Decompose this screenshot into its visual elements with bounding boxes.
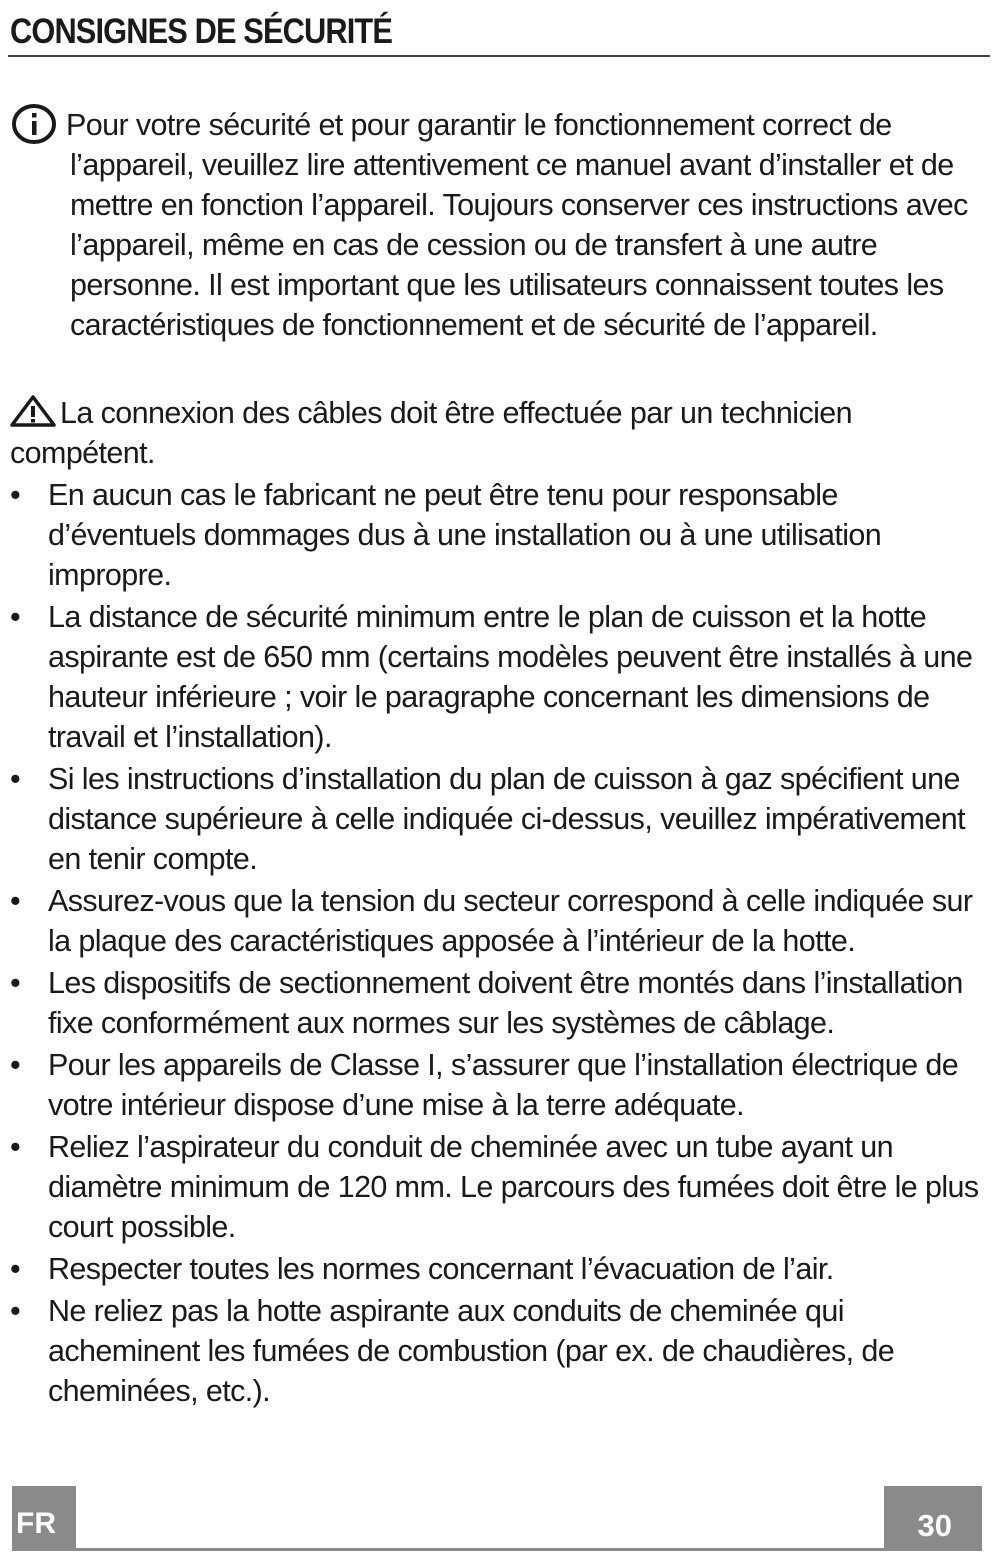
language-tag: FR <box>12 1486 76 1550</box>
info-line: personne. Il est important que les utilisateurs connaissent toutes les <box>70 268 944 302</box>
safety-bullet-list <box>10 475 985 1411</box>
list-item <box>10 1249 985 1289</box>
info-line: l’appareil, même en cas de cession ou de transfert à une autre <box>70 228 878 262</box>
bullet-icon: • <box>10 966 21 1000</box>
list-item-text: Les dispositifs de sectionnement doivent être montés dans l’installation fixe conformément aux normes sur les systèmes de câblage. <box>48 966 963 1040</box>
bullet-icon: • <box>10 1048 21 1082</box>
page-number: 30 <box>884 1486 982 1550</box>
warning-note <box>10 393 985 473</box>
bullet-icon: • <box>10 762 21 796</box>
list-item <box>10 759 985 879</box>
info-line: Pour votre sécurité et pour garantir le fonctionnement correct de <box>66 108 892 142</box>
bullet-icon: • <box>10 600 21 634</box>
safety-content <box>10 105 985 1413</box>
list-item <box>10 1291 985 1411</box>
list-item-text: Pour les appareils de Classe I, s’assurer que l’installation électrique de votre intérieur dispose d’une mise à la terre adéquate. <box>48 1048 959 1122</box>
list-item <box>10 1127 985 1247</box>
list-item-text: Ne reliez pas la hotte aspirante aux conduits de cheminée qui acheminent les fumées de combustion (par ex. de chaudières, de cheminées, etc.). <box>48 1294 895 1408</box>
list-item <box>10 475 985 595</box>
list-item <box>10 881 985 961</box>
list-item <box>10 597 985 757</box>
info-note <box>10 105 985 345</box>
bullet-icon: • <box>10 478 21 512</box>
list-item-text: Si les instructions d’installation du plan de cuisson à gaz spécifient une distance supérieure à celle indiquée ci-dessus, veuillez impérativement en tenir compte. <box>48 762 965 876</box>
bullet-icon: • <box>10 884 21 918</box>
list-item <box>10 1045 985 1125</box>
bullet-icon: • <box>10 1252 21 1286</box>
list-item-text: Respecter toutes les normes concernant l’évacuation de l’air. <box>48 1252 834 1286</box>
list-item-text: En aucun cas le fabricant ne peut être tenu pour responsable d’éventuels dommages dus à une installation ou à une utilisation impropre. <box>48 478 882 592</box>
info-line: mettre en fonction l’appareil. Toujours conserver ces instructions avec <box>70 188 968 222</box>
page-title: CONSIGNES DE SÉCURITÉ <box>10 12 392 51</box>
bullet-icon: • <box>10 1294 21 1328</box>
warning-triangle-icon <box>10 395 56 427</box>
bullet-icon: • <box>10 1130 21 1164</box>
list-item-text: Assurez-vous que la tension du secteur correspond à celle indiquée sur la plaque des caractéristiques apposée à l’intérieur de la hotte. <box>48 884 973 958</box>
title-divider <box>8 55 990 57</box>
info-line: l’appareil, veuillez lire attentivement ce manuel avant d’installer et de <box>70 148 954 182</box>
list-item-text: La distance de sécurité minimum entre le plan de cuisson et la hotte aspirante est de 650 mm (certains modèles peuvent être installés à une hauteur inférieure ; voir le paragraphe concernant les dimensions de travail et l’installation). <box>48 600 973 754</box>
info-note-text <box>66 105 985 345</box>
info-circle-icon <box>12 103 58 147</box>
footer-divider <box>12 1548 982 1551</box>
list-item <box>10 963 985 1043</box>
warning-text: La connexion des câbles doit être effectuée par un technicien compétent. <box>10 396 852 470</box>
list-item-text: Reliez l’aspirateur du conduit de cheminée avec un tube ayant un diamètre minimum de 120 mm. Le parcours des fumées doit être le plus court possible. <box>48 1130 979 1244</box>
info-line: caractéristiques de fonctionnement et de sécurité de l’appareil. <box>70 308 878 342</box>
